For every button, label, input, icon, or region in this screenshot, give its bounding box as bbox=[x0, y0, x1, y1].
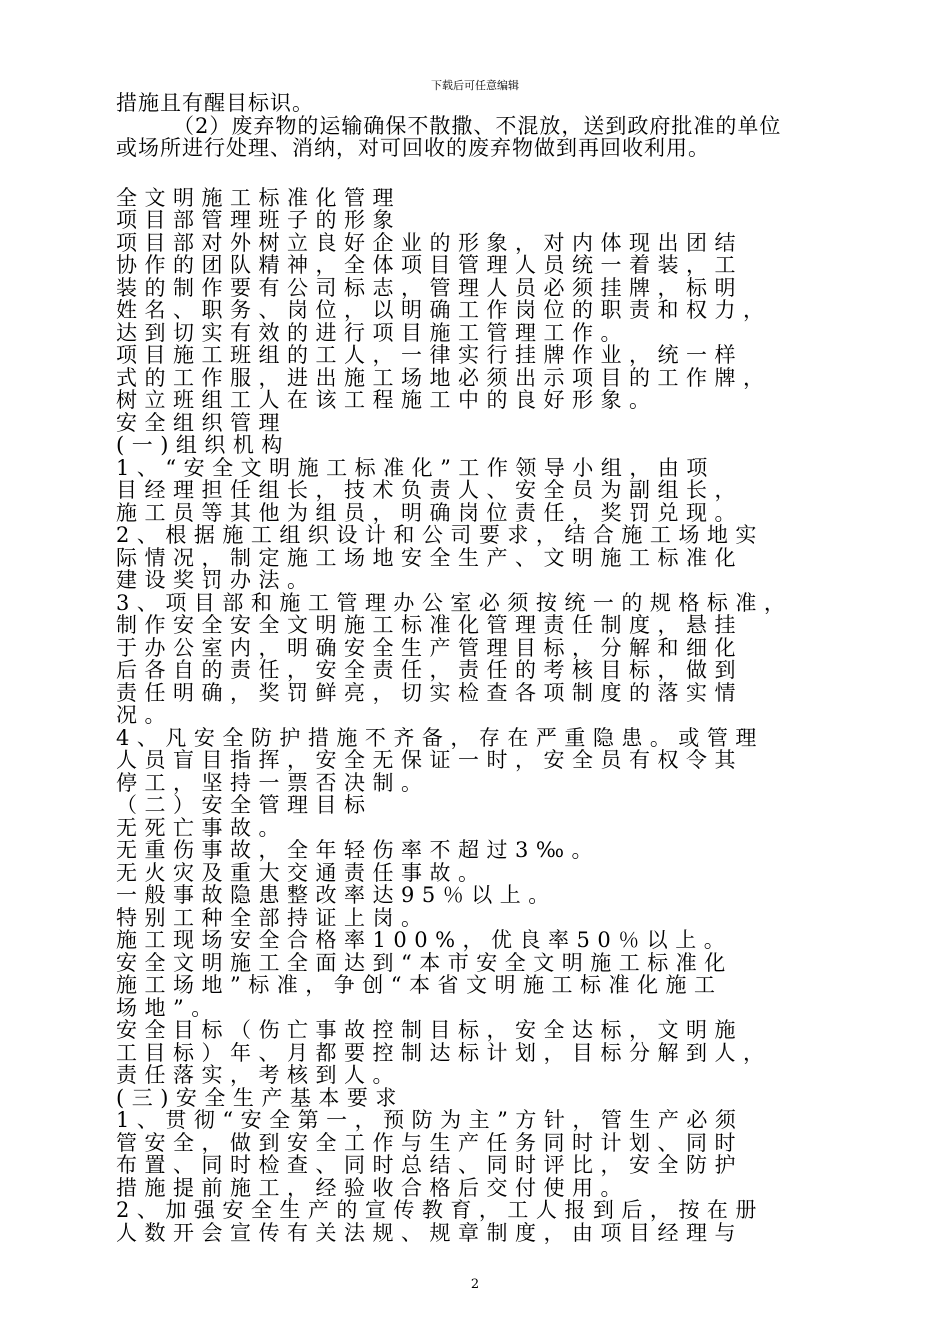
body-line: （二）安全管理目标 bbox=[116, 794, 373, 817]
body-line: 场地”。 bbox=[116, 996, 220, 1019]
body-line: 1、“安全文明施工标准化”工作领导小组，由项 bbox=[116, 456, 715, 479]
body-line: 协作的团队精神，全体项目管理人员统一着装，工 bbox=[116, 254, 743, 277]
body-line: 1、贯彻“安全第一，预防为主”方针，管生产必须 bbox=[116, 1109, 744, 1132]
body-line: 式的工作服，进出施工场地必须出示项目的工作牌， bbox=[116, 366, 772, 389]
body-line: 项目施工班组的工人，一律实行挂牌作业，统一样 bbox=[116, 344, 743, 367]
body-line: 4、凡安全防护措施不齐备，存在严重隐患。或管理 bbox=[116, 726, 764, 749]
body-line: 于办公室内，明确安全生产管理目标，分解和细化 bbox=[116, 636, 743, 659]
body-line: 2、加强安全生产的宣传教育，工人报到后，按在册 bbox=[116, 1199, 764, 1222]
body-line: (一)组织机构 bbox=[116, 434, 290, 457]
body-line: 达到切实有效的进行项目施工管理工作。 bbox=[116, 321, 629, 344]
body-line: 后各自的责任，安全责任，责任的考核目标，做到 bbox=[116, 659, 743, 682]
body-line: 目经理担任组长，技术负责人、安全员为副组长， bbox=[116, 479, 743, 502]
body-line: 人员盲目指挥，安全无保证一时，安全员有权令其 bbox=[116, 749, 743, 772]
body-line: 布置、同时检查、同时总结、同时评比，安全防护 bbox=[116, 1154, 743, 1177]
body-line: 施工员等其他为组员，明确岗位责任，奖罚兑现。 bbox=[116, 501, 743, 524]
body-line: 无死亡事故。 bbox=[116, 816, 287, 839]
body-line: 人数开会宣传有关法规、规章制度，由项目经理与 bbox=[116, 1221, 743, 1244]
body-line: 全文明施工标准化管理 bbox=[116, 186, 401, 209]
body-line: 工目标）年、月都要控制达标计划，目标分解到人， bbox=[116, 1041, 772, 1064]
body-line: 特别工种全部持证上岗。 bbox=[116, 906, 430, 929]
body-line: 建设奖罚办法。 bbox=[116, 569, 316, 592]
page-header: 下载后可任意编辑 bbox=[431, 79, 519, 92]
body-lines bbox=[116, 187, 862, 1245]
body-line: 施工现场安全合格率100%，优良率50％以上。 bbox=[116, 929, 733, 952]
body-line: 一般事故隐患整改率达95％以上。 bbox=[116, 884, 557, 907]
intro-line: 或场所进行处理、消纳，对可回收的废弃物做到再回收利用。 bbox=[116, 137, 710, 160]
body-line: 树立班组工人在该工程施工中的良好形象。 bbox=[116, 389, 658, 412]
body-line: 3、项目部和施工管理办公室必须按统一的规格标准， bbox=[116, 591, 793, 614]
body-line: 姓名、职务、岗位，以明确工作岗位的职责和权力， bbox=[116, 299, 772, 322]
body-line: 制作安全安全文明施工标准化管理责任制度，悬挂 bbox=[116, 614, 743, 637]
body-line: 安全目标（伤亡事故控制目标，安全达标，文明施 bbox=[116, 1019, 743, 1042]
body-line: 管安全，做到安全工作与生产任务同时计划、同时 bbox=[116, 1131, 743, 1154]
body-line: 责任落实，考核到人。 bbox=[116, 1064, 401, 1087]
body-line: 际情况，制定施工场地安全生产、文明施工标准化 bbox=[116, 546, 743, 569]
body-line: 无重伤事故，全年轻伤率不超过3‰。 bbox=[116, 839, 601, 862]
body-line: 无火灾及重大交通责任事故。 bbox=[116, 861, 487, 884]
document-body bbox=[116, 92, 862, 1244]
body-line: 施工场地”标准，争创“本省文明施工标准化施工 bbox=[116, 974, 723, 997]
body-line: 项目部对外树立良好企业的形象，对内体现出团结 bbox=[116, 231, 743, 254]
body-line: 安全文明施工全面达到“本市安全文明施工标准化 bbox=[116, 951, 733, 974]
body-line: (三)安全生产基本要求 bbox=[116, 1086, 404, 1109]
body-line: 2、根据施工组织设计和公司要求，结合施工场地实 bbox=[116, 524, 764, 547]
intro-line: （2）废弃物的运输确保不散撒、不混放，送到政府批准的单位 bbox=[173, 114, 782, 137]
body-line: 安全组织管理 bbox=[116, 411, 287, 434]
page-number: 2 bbox=[470, 1277, 480, 1292]
body-line: 停工，坚持一票否决制。 bbox=[116, 771, 430, 794]
body-line: 况。 bbox=[116, 704, 173, 727]
body-line: 装的制作要有公司标志，管理人员必须挂牌，标明 bbox=[116, 276, 743, 299]
body-line: 项目部管理班子的形象 bbox=[116, 209, 401, 232]
intro-line: 措施且有醒目标识。 bbox=[116, 92, 314, 115]
body-line: 责任明确，奖罚鲜亮，切实检查各项制度的落实情 bbox=[116, 681, 743, 704]
body-line: 措施提前施工，经验收合格后交付使用。 bbox=[116, 1176, 629, 1199]
paragraph-gap bbox=[116, 160, 862, 187]
